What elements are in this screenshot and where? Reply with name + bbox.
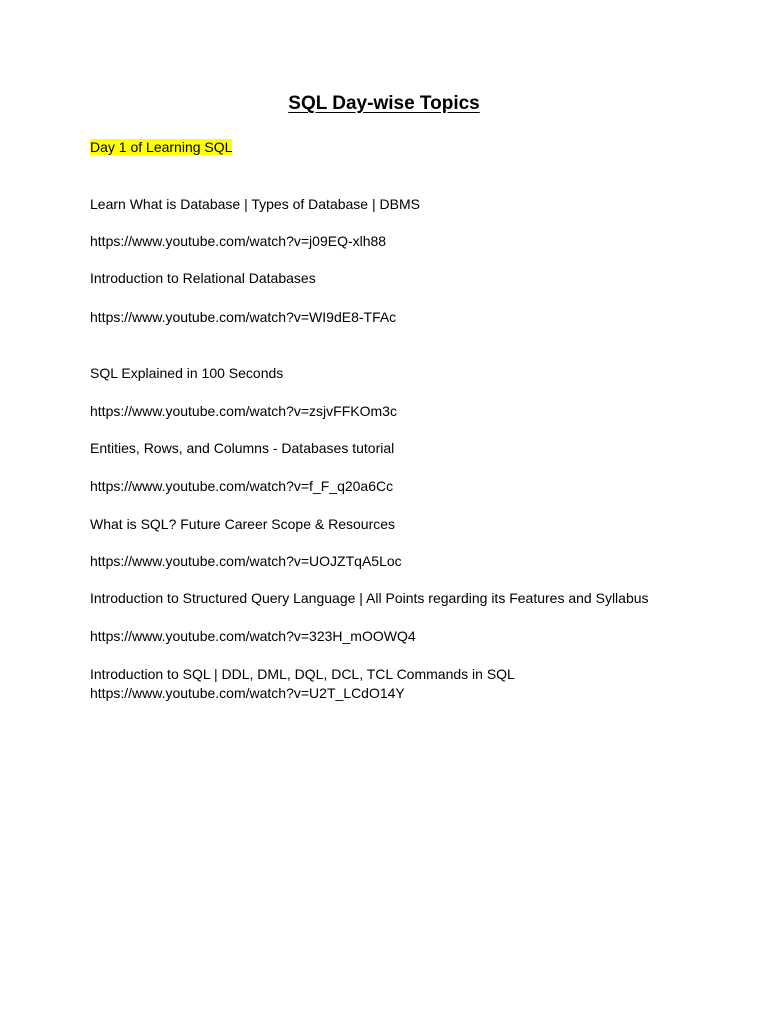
document-title: SQL Day-wise Topics (288, 93, 480, 114)
topic-title: What is SQL? Future Career Scope & Resources (90, 516, 396, 532)
topic-title: Introduction to SQL | DDL, DML, DQL, DCL, TCL Commands in SQL (90, 666, 515, 682)
topic-title: Introduction to Structured Query Language | All Points regarding its Features and Syllabus (90, 590, 649, 606)
topic-link[interactable]: https://www.youtube.com/watch?v=zsjvFFKOm3c (90, 403, 397, 419)
topic-link[interactable]: https://www.youtube.com/watch?v=323H_mOOWQ4 (90, 628, 416, 644)
day-heading-text: Day 1 of Learning SQL (90, 139, 233, 155)
topic-title: Introduction to Relational Databases (90, 270, 316, 286)
topic-title: SQL Explained in 100 Seconds (90, 365, 284, 381)
topic-title: Learn What is Database | Types of Database | DBMS (90, 196, 420, 212)
topic-link[interactable]: https://www.youtube.com/watch?v=UOJZTqA5Loc (90, 553, 402, 569)
topic-link[interactable]: https://www.youtube.com/watch?v=f_F_q20a6Cc (90, 478, 394, 494)
topic-link[interactable]: https://www.youtube.com/watch?v=WI9dE8-TFAc (90, 309, 397, 325)
topic-title: Entities, Rows, and Columns - Databases tutorial (90, 440, 395, 456)
topic-link[interactable]: https://www.youtube.com/watch?v=U2T_LCdO14Y (90, 685, 405, 701)
topic-link[interactable]: https://www.youtube.com/watch?v=j09EQ-xlh88 (90, 233, 387, 249)
day-heading (90, 139, 232, 156)
